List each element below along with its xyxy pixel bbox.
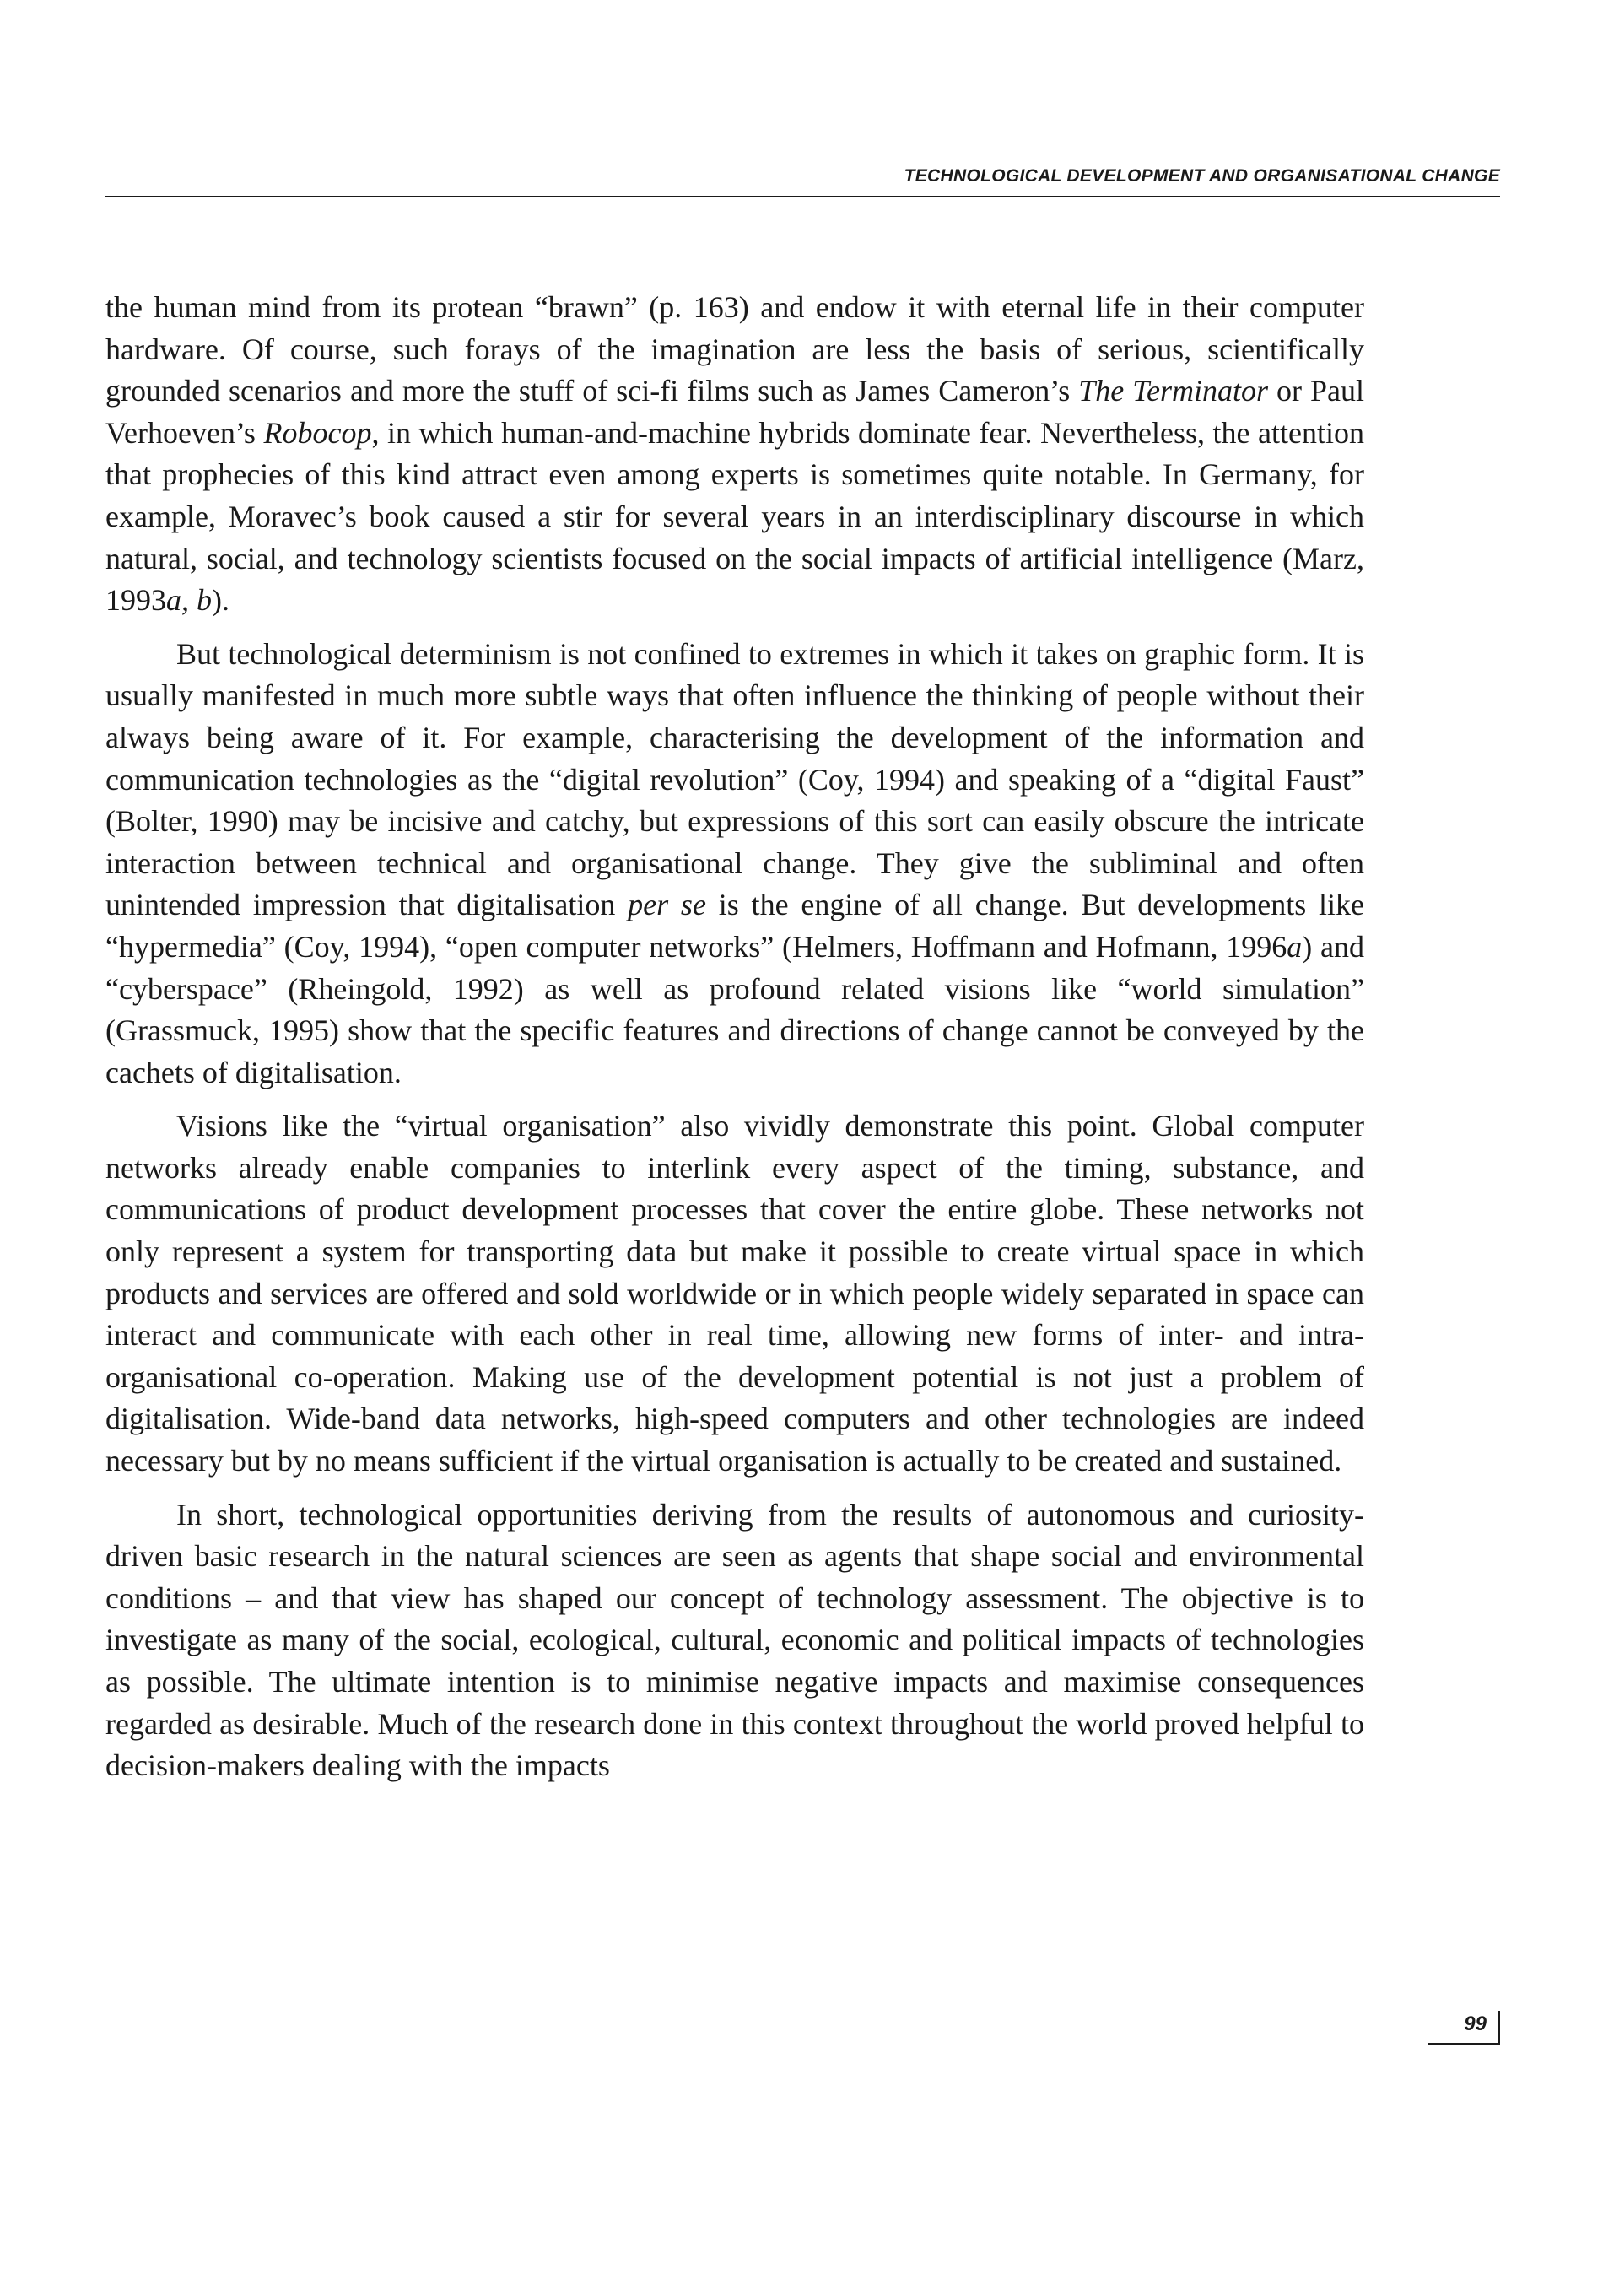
header-rule [105, 196, 1500, 197]
latin-phrase-per-se: per se [628, 888, 706, 922]
film-title-terminator: The Terminator [1078, 374, 1268, 408]
paragraph-1 [105, 287, 1364, 622]
paragraph-1-text-3: , in which human-and-machine hybrids dominate fear. Nevertheless, the attention that prophecies of this kind attract even among experts is sometimes quite notable. In Germany, for example, Moravec’s book caused a stir for several years in an interdisciplinary discourse in which natural, social, and technology scientists focused on the social impacts of artificial intelligence (Marz, 1993 [105, 415, 1364, 618]
paragraph-2-text-2: is the engine of all change. But developments like “hypermedia” (Coy, 1994), “open computer networks” (Helmers, Hoffmann and Hofmann, 1996 [105, 888, 1364, 964]
paragraph-2-text-3: ) and “cyberspace” (Rheingold, 1992) as well as profound related visions like “world simulation” (Grassmuck, 1995) show that the specific features and directions of change cannot be conveyed by the cachets of digitalisation. [105, 929, 1364, 1089]
paragraph-3-text-1: Visions like the “virtual organisation” also vividly demonstrate this point. Global computer networks already enable companies to interlink every aspect of the timing, substance, and communications of product development processes that cover the entire globe. These networks not only represent a system for transporting data but make it possible to create virtual space in which products and services are offered and sold worldwide or in which people widely separated in space can interact and communicate with each other in real time, allowing new forms of inter- and intra-organisational co-operation. Making use of the development potential is not just a problem of digitalisation. Wide-band data networks, high-speed computers and other technologies are indeed necessary but by no means sufficient if the virtual organisation is actually to be created and sustained. [105, 1109, 1364, 1478]
body-text [105, 287, 1364, 1799]
paragraph-4-text-1: In short, technological opportunities deriving from the results of autonomous and curiosity-driven basic research in the natural sciences are seen as agents that shape social and environmental conditions – and that view has shaped our concept of technology assessment. The objective is to investigate as many of the social, ecological, cultural, economic and political impacts of technologies as possible. The ultimate intention is to minimise negative impacts and maximise consequences regarded as desirable. Much of the research done in this context throughout the world proved helpful to decision-makers dealing with the impacts [105, 1497, 1364, 1783]
citation-suffix-a: a [1287, 929, 1303, 964]
paragraph-2-text-1: But technological determinism is not confined to extremes in which it takes on graphic form. It is usually manifested in much more subtle ways that often influence the thinking of people without their always being aware of it. For example, characterising the development of the information and communication technologies as the “digital revolution” (Coy, 1994) and speaking of a “digital Faust” (Bolter, 1990) may be incisive and catchy, but expressions of this sort can easily obscure the intricate interaction between technical and organisational change. They give the subliminal and often unintended impression that digitalisation [105, 636, 1364, 922]
paragraph-1-text-4: ). [212, 583, 229, 618]
paragraph-2 [105, 634, 1364, 1094]
paragraph-3 [105, 1105, 1364, 1482]
running-header: TECHNOLOGICAL DEVELOPMENT AND ORGANISATIONAL CHANGE [904, 166, 1500, 186]
paragraph-1-text-2: or Paul Verhoeven’s [105, 374, 1364, 450]
citation-suffix-a-b: a, b [166, 583, 212, 618]
paragraph-1-text-1: the human mind from its protean “brawn” (p. 163) and endow it with eternal life in their computer hardware. Of course, such forays of the imagination are less the basis of serious, scientifically grounded scenarios and more the stuff of sci-fi films such as James Cameron’s [105, 290, 1364, 408]
paragraph-4 [105, 1494, 1364, 1787]
film-title-robocop: Robocop [263, 415, 372, 450]
page-number: 99 [1428, 2011, 1500, 2045]
